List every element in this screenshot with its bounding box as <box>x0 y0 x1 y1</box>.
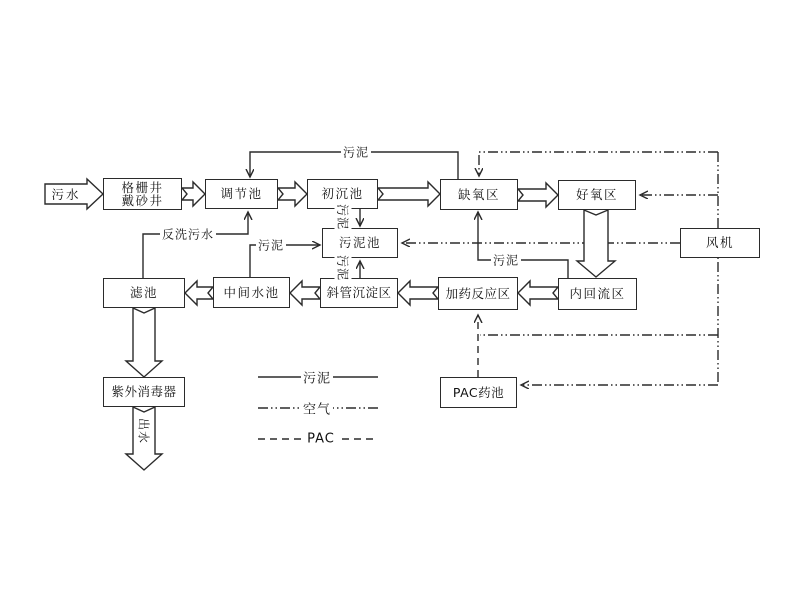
node-uv-disinfector: 紫外消毒器 <box>103 377 185 407</box>
legend-pac-label: PAC <box>307 431 335 447</box>
sludge-label-intermediate: 污泥 <box>257 238 285 253</box>
node-anoxic-zone: 缺氧区 <box>440 179 518 210</box>
flow-arrow-intermediate-to-filter <box>185 281 213 305</box>
node-grit-well <box>103 178 182 210</box>
legend-air-label: 空气 <box>301 399 333 418</box>
sludge-label-top: 污泥 <box>342 145 370 160</box>
node-intermediate-tank: 中间水池 <box>213 277 290 308</box>
node-pac-tank: PAC药池 <box>440 377 517 408</box>
sludge-label-primary-vertical: 污泥 <box>335 203 350 231</box>
node-internal-recirculation-zone: 内回流区 <box>558 278 637 310</box>
node-grit-well-line1: 格栅井 <box>121 180 164 195</box>
flow-arrow-dosing-to-settling <box>398 281 438 305</box>
node-regulating-tank: 调节池 <box>205 179 278 209</box>
flow-arrow-regulating-to-primary <box>278 182 307 206</box>
node-filter-tank: 滤池 <box>103 278 185 308</box>
flow-arrow-grit-to-regulating <box>182 182 205 206</box>
influent-label: 污水 <box>51 187 81 202</box>
node-aerobic-zone: 好氧区 <box>558 180 636 210</box>
flow-arrow-settling-to-intermediate <box>290 281 320 305</box>
flow-arrow-recirc-to-dosing <box>518 281 558 305</box>
sludge-label-recirc: 污泥 <box>492 253 520 268</box>
flow-arrow-primary-to-anoxic <box>378 182 440 206</box>
node-inclined-tube-settling-zone: 斜管沉淀区 <box>320 278 398 308</box>
effluent-label: 出水 <box>136 417 151 445</box>
legend-sludge-label: 污泥 <box>301 368 333 387</box>
backwash-label: 反洗污水 <box>161 227 215 242</box>
flow-arrow-anoxic-to-aerobic <box>518 183 558 207</box>
node-blower: 风机 <box>680 228 760 258</box>
node-primary-sedimentation-tank: 初沉池 <box>307 179 378 209</box>
air-line-to-anoxic <box>479 152 718 176</box>
sludge-label-settling-vertical: 污泥 <box>335 254 350 282</box>
backwash-line-filter-to-regulating <box>143 212 248 278</box>
flow-arrow-filter-to-uv <box>126 308 162 377</box>
node-sludge-tank: 污泥池 <box>322 228 398 258</box>
node-dosing-reaction-zone: 加药反应区 <box>438 277 518 310</box>
node-grit-well-line2: 戴砂井 <box>121 193 164 208</box>
